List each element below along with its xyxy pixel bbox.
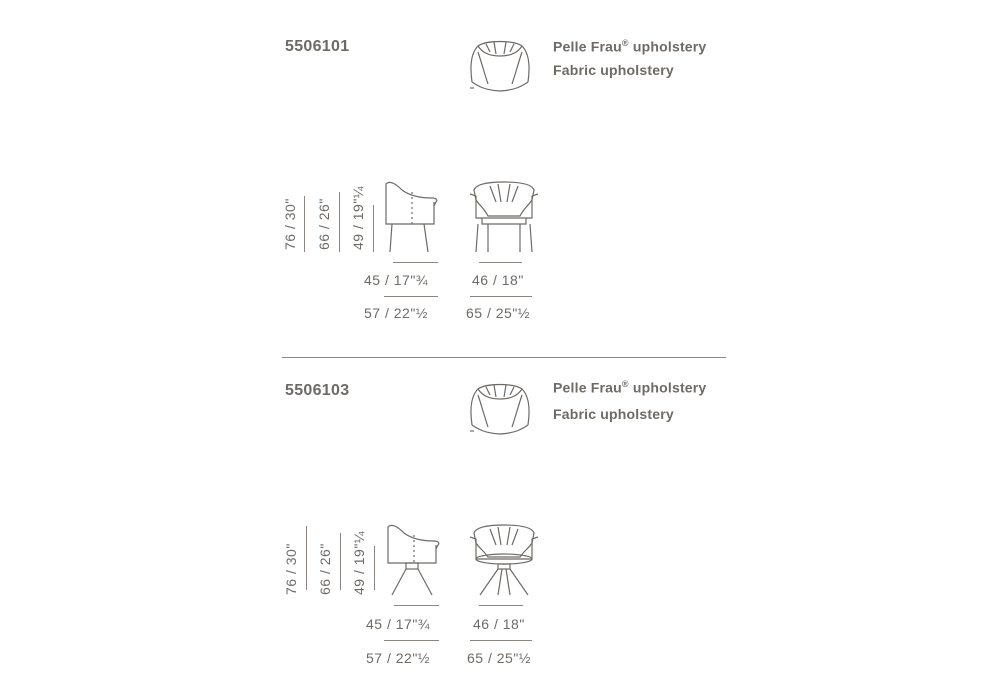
front-width-seat-line bbox=[479, 605, 523, 606]
upholstery-option-fabric: Fabric upholstery bbox=[553, 62, 674, 78]
product-code: 5506101 bbox=[285, 38, 350, 55]
height-seat: 49 / 19"¼ bbox=[351, 531, 367, 595]
height-arm: 66 / 26" bbox=[317, 543, 333, 595]
side-depth-seat: 45 / 17"¾ bbox=[366, 616, 430, 632]
height-arm-line bbox=[340, 533, 341, 590]
chair-front-view-icon bbox=[468, 523, 540, 597]
height-total: 76 / 30" bbox=[282, 198, 298, 250]
product-code: 5506103 bbox=[285, 382, 350, 399]
front-width-seat-line bbox=[479, 262, 522, 263]
height-arm-line bbox=[339, 192, 340, 252]
chair-front-view-icon bbox=[468, 180, 540, 254]
product-section-5506103 bbox=[0, 343, 1000, 693]
side-depth-seat-line bbox=[393, 262, 438, 263]
height-seat: 49 / 19"¼ bbox=[350, 186, 366, 250]
front-width-total: 65 / 25"½ bbox=[467, 650, 531, 666]
chair-top-view-icon bbox=[468, 38, 532, 94]
height-dimension-line bbox=[306, 526, 307, 590]
height-seat-line bbox=[373, 205, 374, 252]
side-depth-total: 57 / 22"½ bbox=[366, 650, 430, 666]
front-width-seat: 46 / 18" bbox=[472, 272, 524, 288]
side-depth-seat-line bbox=[394, 605, 439, 606]
chair-side-view-icon bbox=[380, 180, 442, 254]
side-depth-total-line bbox=[384, 296, 438, 297]
front-width-total-line bbox=[470, 640, 532, 641]
upholstery-option-leather: Pelle Frau® upholstery bbox=[553, 379, 707, 396]
upholstery-option-fabric: Fabric upholstery bbox=[553, 406, 674, 422]
height-arm: 66 / 26" bbox=[316, 198, 332, 250]
side-depth-seat: 45 / 17"¾ bbox=[364, 272, 428, 288]
front-width-seat: 46 / 18" bbox=[473, 616, 525, 632]
side-depth-total-line bbox=[384, 640, 439, 641]
height-seat-line bbox=[374, 546, 375, 590]
height-dimension-line bbox=[304, 196, 305, 252]
side-depth-total: 57 / 22"½ bbox=[364, 305, 428, 321]
chair-top-view-icon bbox=[468, 381, 532, 437]
upholstery-option-leather: Pelle Frau® upholstery bbox=[553, 38, 707, 55]
front-width-total-line bbox=[470, 296, 532, 297]
chair-side-view-icon bbox=[382, 523, 444, 597]
height-total: 76 / 30" bbox=[283, 543, 299, 595]
front-width-total: 65 / 25"½ bbox=[466, 305, 530, 321]
